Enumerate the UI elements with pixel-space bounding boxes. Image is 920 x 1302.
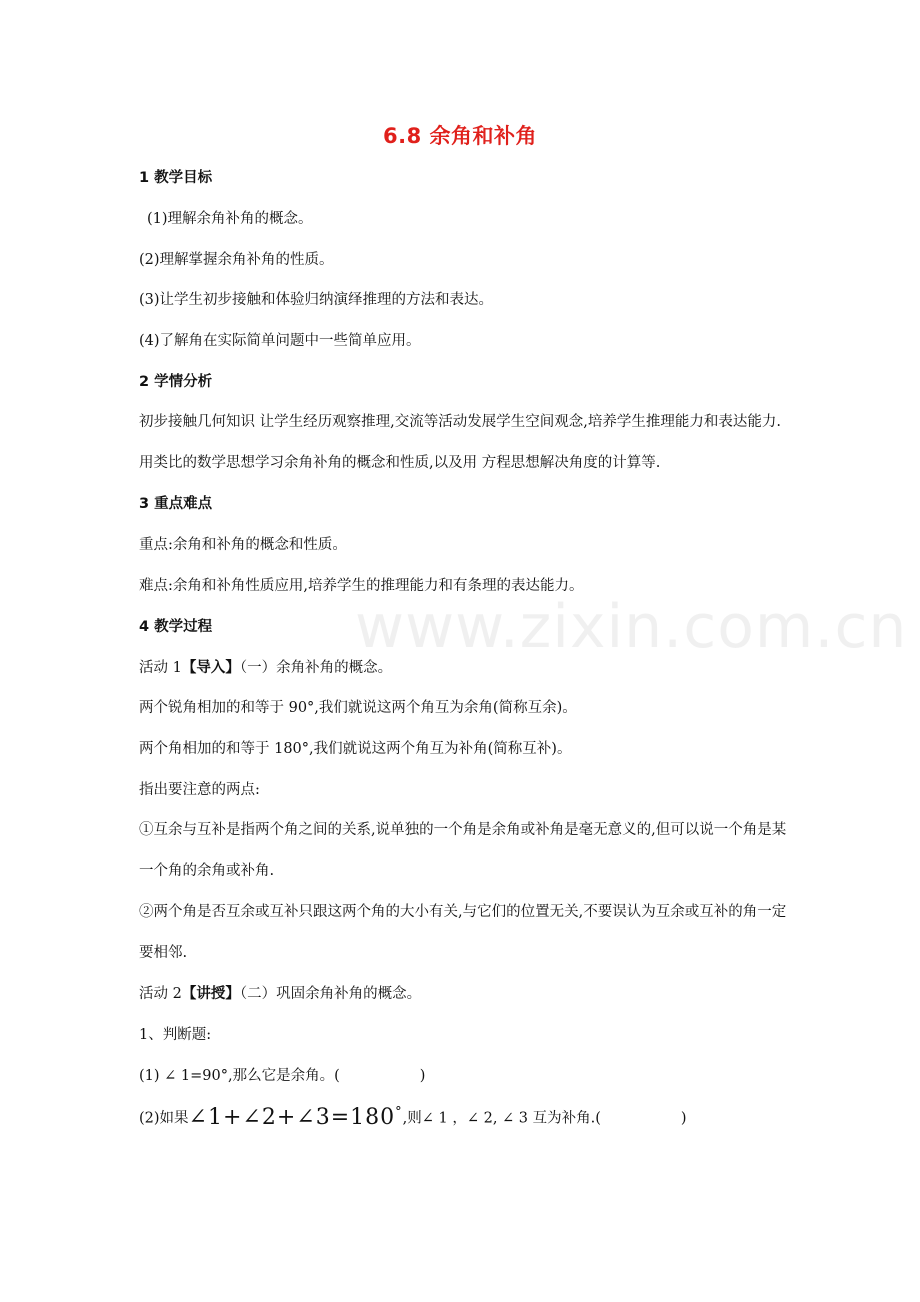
analysis-paragraph: 初步接触几何知识 让学生经历观察推理,交流等活动发展学生空间观念,培养学生推理能力和表达能力.用类比的数学思想学习余角补角的概念和性质,以及用 方程思想解决角度的计算等. <box>139 414 781 472</box>
question-2-suffix: ,则∠ 1 ，∠ 2, ∠ 3 互为补角.( <box>402 1110 601 1127</box>
question-1 <box>139 1066 789 1086</box>
key-point: 重点:余角和补角的概念和性质。 <box>139 537 347 554</box>
question-1-text: (1) ∠ 1=90°,那么它是余角。( <box>139 1067 340 1084</box>
section-heading-key-points: 3 重点难点 <box>139 496 213 513</box>
question-1-close: ) <box>419 1067 426 1084</box>
note-1: ①互余与互补是指两个角之间的关系,说单独的一个角是余角或补角是毫无意义的,但可以说一个角是某一个角的余角或补角. <box>139 822 787 880</box>
question-2 <box>139 1102 789 1128</box>
section-heading-process: 4 教学过程 <box>139 618 213 635</box>
angle-sum-formula <box>189 1105 403 1130</box>
objective-item-3: (3)让学生初步接触和体验归纳演绎推理的方法和表达。 <box>139 292 494 309</box>
activity-2-suffix: （二）巩固余角补角的概念。 <box>239 985 422 1002</box>
degree-sign: ° <box>395 1104 403 1120</box>
activity-2-prefix: 活动 2 <box>139 985 182 1002</box>
notes-intro: 指出要注意的两点: <box>139 781 260 798</box>
question-heading: 1、判断题: <box>139 1026 212 1043</box>
note-2: ②两个角是否互余或互补只跟这两个角的大小有关,与它们的位置无关,不要误认为互余或互补的角一定要相邻. <box>139 903 787 961</box>
objective-item-4: (4)了解角在实际简单问题中一些简单应用。 <box>139 333 421 350</box>
definition-supplementary: 两个角相加的和等于 180°,我们就说这两个角互为补角(简称互补)。 <box>139 741 572 758</box>
difficult-point: 难点:余角和补角性质应用,培养学生的推理能力和有条理的表达能力。 <box>139 577 584 594</box>
definition-complementary: 两个锐角相加的和等于 90°,我们就说这两个角互为余角(简称互余)。 <box>139 700 577 717</box>
activity-1-line <box>139 658 789 678</box>
watermark: www.zixin.com.cn <box>355 592 908 662</box>
angle-sum-expression: ∠1+∠2+∠3=180 <box>188 1104 396 1130</box>
question-2-close: ) <box>680 1110 687 1127</box>
section-heading-objectives: 1 教学目标 <box>139 170 213 186</box>
section-heading-analysis: 2 学情分析 <box>139 373 213 390</box>
page-title: 6.8 余角和补角 <box>382 124 537 148</box>
activity-1-tag: 【导入】 <box>181 658 240 676</box>
activity-1-suffix: （一）余角补角的概念。 <box>239 659 393 676</box>
activity-2-tag: 【讲授】 <box>181 984 240 1002</box>
activity-2-line <box>139 984 789 1004</box>
document-body <box>139 168 789 1149</box>
objective-item-2: (2)理解掌握余角补角的性质。 <box>139 251 334 268</box>
activity-1-prefix: 活动 1 <box>139 659 182 676</box>
objective-item-1: (1)理解余角补角的概念。 <box>147 210 313 227</box>
question-2-prefix: (2)如果 <box>139 1110 189 1127</box>
